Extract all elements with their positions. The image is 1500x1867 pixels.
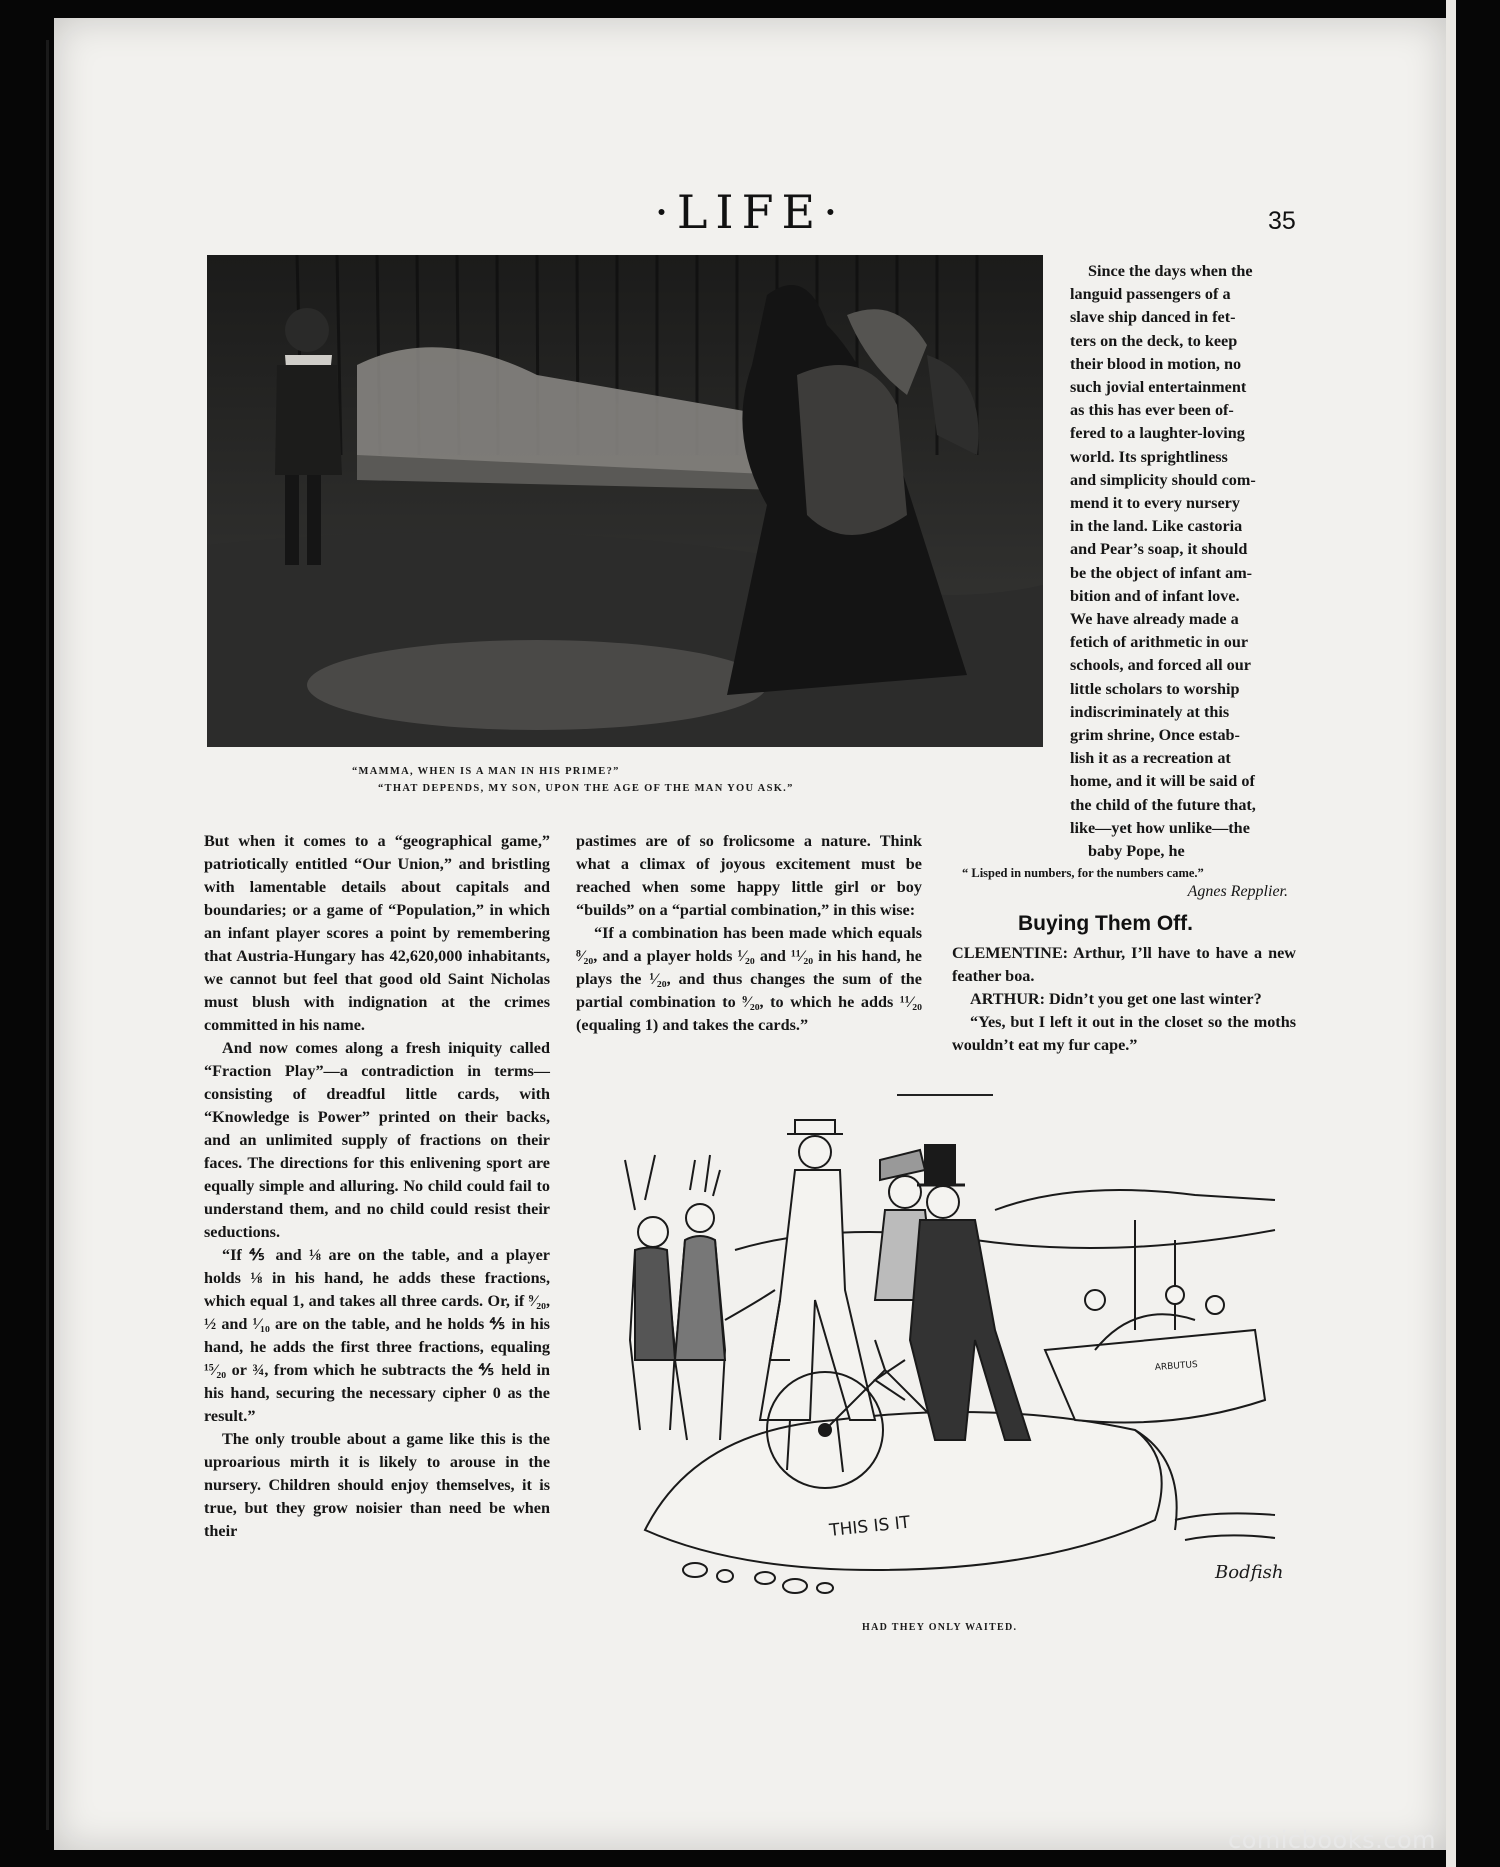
halftone-photograph — [207, 255, 1043, 747]
artist-signature: Bodfish — [1215, 1562, 1284, 1583]
paragraph: But when it comes to a “geographical game,” patriotically entitled “Our Union,” and bristling with lamentable details about capitals and boundaries; or a game of “Population,” in which an infant player scores a point by remembering that Austria-Hungary has 42,620,000 inhabitants, we cannot but feel that good old Saint Nicholas must blush with indignation at the crimes committed in his name. — [204, 832, 550, 1034]
cartoon-caption: HAD THEY ONLY WAITED. — [862, 1622, 1018, 1633]
paragraph: “If ⅘ and ⅛ are on the table, and a player holds ⅛ in his hand, he adds these fractions, which equal 1, and takes all three cards. Or, if ⁹⁄₂₀, ½ and ¹⁄₁₀ are on the table, and he holds ⅘ in his hand, he adds the first three fractions, equaling ¹⁵⁄₂₀ or ¾, from which he subtracts the ⅘ held in his hand, securing the necessary cipher 0 as the result.” — [204, 1246, 550, 1425]
article-heading: Buying Them Off. — [1018, 912, 1193, 935]
poetry-quote: “ Lisped in numbers, for the numbers came.” — [962, 866, 1204, 880]
photo-caption-question: “MAMMA, WHEN IS A MAN IN HIS PRIME?” — [352, 766, 620, 777]
text-line: little scholars to worship — [1070, 679, 1240, 698]
text-line: grim shrine, Once estab- — [1070, 726, 1240, 745]
paragraph: “If a combination has been made which equals ⁸⁄₂₀, and a player holds ¹⁄₂₀ and ¹¹⁄₂₀ in his hand, he plays the ¹⁄₂₀, and thus changes the sum of the partial combination to ⁹⁄₂₀, to which he adds ¹¹⁄₂₀ (equaling 1) and takes the cards.” — [576, 924, 922, 1034]
buying-them-off-article — [952, 942, 1296, 1057]
text-line: We have already made a — [1070, 610, 1239, 629]
page-edge — [1446, 0, 1456, 1867]
text-line: Since the days when the — [1088, 262, 1253, 280]
paragraph: pastimes are of so frolicsome a nature. Think what a climax of joyous excitement must be reached when some happy little girl or boy “builds” on a “partial combination,” in this wise: — [576, 832, 922, 919]
masthead: ·LIFE· — [654, 185, 846, 239]
text-line: lish it as a recreation at — [1070, 749, 1231, 768]
page-number: 35 — [1268, 207, 1296, 235]
photo-caption-answer: “THAT DEPENDS, MY SON, UPON THE AGE OF THE MAN YOU ASK.” — [378, 783, 794, 794]
text-line: bition and of infant love. — [1070, 586, 1240, 605]
watermark: comicbooks.com — [1228, 1826, 1437, 1854]
text-line: the child of the future that, — [1070, 795, 1256, 814]
left-column-article — [204, 830, 550, 1543]
author-signature: Agnes Repplier. — [1187, 883, 1288, 900]
text-line: home, and it will be said of — [1070, 772, 1255, 791]
section-divider — [897, 1094, 993, 1096]
text-line: fetich of arithmetic in our — [1070, 633, 1249, 652]
paragraph: The only trouble about a game like this is the uproarious mirth it is likely to arouse in the nursery. Children should enjoy themselves, it is true, but they grow noisier than need be when their — [204, 1430, 550, 1540]
text-line: be the object of infant am- — [1070, 563, 1253, 582]
text-line: their blood in motion, no — [1070, 354, 1242, 373]
text-line: mend it to every nursery — [1070, 494, 1240, 513]
photo-scene — [207, 255, 1043, 747]
cartoon-drawing — [575, 1100, 1295, 1615]
dialogue-line: ARTHUR: Didn’t you get one last winter? — [970, 990, 1262, 1008]
text-line: ters on the deck, to keep — [1070, 331, 1238, 350]
binding-edge — [46, 40, 49, 1830]
text-line: fered to a laughter-loving — [1070, 424, 1245, 443]
dialogue-line: “Yes, but I left it out in the closet so the moths wouldn’t eat my fur cape.” — [952, 1013, 1296, 1054]
text-line: indiscriminately at this — [1070, 702, 1230, 721]
text-line: in the land. Like castoria — [1070, 517, 1243, 536]
text-line: languid passengers of a — [1070, 285, 1231, 304]
text-line: schools, and forced all our — [1070, 656, 1251, 675]
paragraph: And now comes along a fresh iniquity called “Fraction Play”—a contradiction in terms—consisting of dreadful little cards, with “Knowledge is Power” printed on their backs, and an unlimited supply of fractions on their faces. The directions for this enlivening sport are equally simple and alluring. No child could fail to understand them, and no child could resist their seductions. — [204, 1039, 550, 1241]
text-line: and simplicity should com- — [1070, 470, 1256, 489]
right-column-article — [1070, 260, 1296, 863]
text-line: as this has ever been of- — [1070, 401, 1234, 420]
text-line: and Pear’s soap, it should — [1070, 540, 1248, 559]
text-line: world. Its sprightliness — [1070, 447, 1228, 466]
text-line: slave ship danced in fet- — [1070, 308, 1236, 327]
boat-name: ARBUTUS — [1154, 1360, 1199, 1373]
cartoon-illustration — [575, 1100, 1295, 1615]
text-line: such jovial entertainment — [1070, 378, 1247, 397]
rock-inscription: THIS IS IT — [828, 1512, 912, 1541]
dialogue-line: CLEMENTINE: Arthur, I’ll have to have a new feather boa. — [952, 944, 1296, 985]
text-line: like—yet how unlike—the — [1070, 818, 1250, 837]
middle-column-article — [576, 830, 922, 1037]
text-line: baby Pope, he — [1088, 842, 1185, 861]
